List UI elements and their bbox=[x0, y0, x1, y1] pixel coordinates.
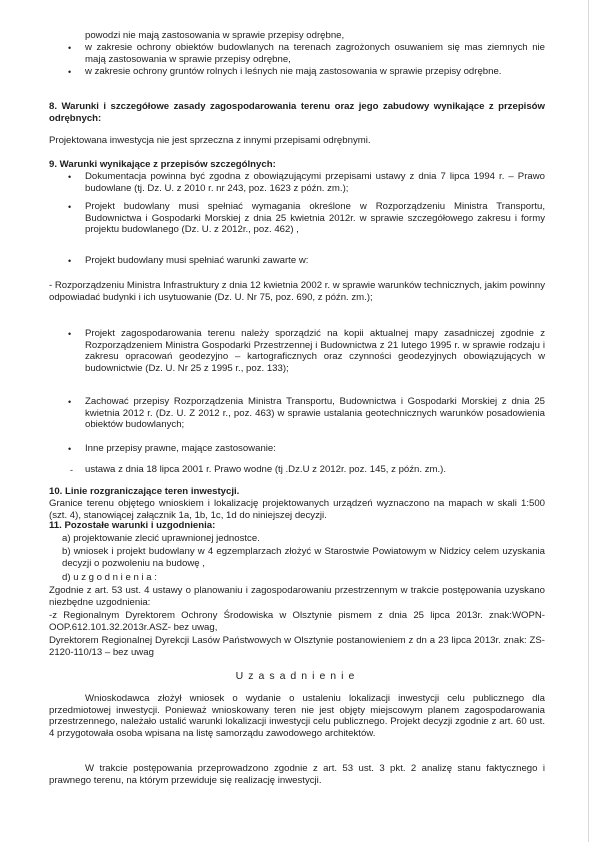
section-9-dash-item: - Rozporządzeniu Ministra Infrastruktury z dnia 12 kwietnia 2002 r. w sprawie warunków technicznych, jakim powinny odpowiadać budynki i ich usytuowanie (Dz. U. Nr 75, poz. 690, z późn. zm.); bbox=[49, 280, 545, 303]
bullet-dot-icon: • bbox=[68, 256, 72, 266]
justification-paragraph-2: W trakcie postępowania przeprowadzono zgodnie z art. 53 ust. 3 pkt. 2 analizę stanu faktycznego i prawnego terenu, na którym przewiduje się realizację inwestycji. bbox=[49, 763, 545, 786]
section-11-rdos: -z Regionalnym Dyrektorem Ochrony Środowiska w Olsztynie pismem z dnia 25 lipca 2013r. znak:WOPN-OOP.612.101.32.2013r.ASZ- bez uwag, bbox=[49, 610, 545, 633]
section-8-heading: 8. Warunki i szczegółowe zasady zagospodarowania terenu oraz jego zabudowy wynikające z przepisów odrębnych: bbox=[49, 101, 545, 124]
dash-icon: - bbox=[70, 465, 73, 475]
bullet-dot-icon: • bbox=[68, 329, 72, 339]
section-11-item-a: a) projektowanie zlecić uprawnionej jednostce. bbox=[62, 533, 260, 544]
scan-edge-line bbox=[588, 0, 589, 842]
bullet-agricultural-land: w zakresie ochrony gruntów rolnych i leśnych nie mają zastosowania w sprawie przepisy odrębne. bbox=[85, 66, 502, 77]
section-10-text: Granice terenu objętego wnioskiem i lokalizację projektowanych urządzeń wyznaczono na mapach w skali 1:500 (szt. 4), stanowiącej załącznik 1a, 1b, 1c, 1d do niniejszej decyzji. bbox=[49, 498, 545, 521]
bullet-dot-icon: • bbox=[68, 67, 72, 77]
section-11-text: Zgodnie z art. 53 ust. 4 ustawy o planowaniu i zagospodarowaniu przestrzennym w trakcie postępowania uzyskano niezbędne uzgodnienia: bbox=[49, 585, 545, 608]
bullet-dot-icon: • bbox=[68, 444, 72, 454]
section-9-item-2: Projekt budowlany musi spełniać wymagania określone w Rozporządzeniu Ministra Transportu, Budownictwa i Gospodarki Morskiej z dnia 25 kwietnia 2012r. w sprawie szczegółowego zakresu i formy projektu budowlanego (Dz. U. z 2012r., poz. 462) , bbox=[85, 201, 545, 236]
continuation-line: powodzi nie mają zastosowania w sprawie przepisy odrębne, bbox=[85, 30, 345, 41]
bullet-dot-icon: • bbox=[68, 172, 72, 182]
section-9-heading: 9. Warunki wynikające z przepisów szczególnych: bbox=[49, 159, 276, 170]
section-11-item-b: b) wniosek i projekt budowlany w 4 egzemplarzach złożyć w Starostwie Powiatowym w Nidzicy celem uzyskania decyzji o pozwoleniu na budowę , bbox=[62, 546, 545, 569]
justification-title: Uzasadnienie bbox=[235, 670, 360, 682]
section-9-item-5: Zachować przepisy Rozporządzenia Ministra Transportu, Budownictwa i Gospodarki Morskiej z dnia 25 kwietnia 2012 r. (Dz. U. Z 2012 r., poz. 463) w sprawie ustalania geotechnicznych warunków posadowienia obiektów budowlanych; bbox=[85, 396, 545, 431]
section-11-rdlp: Dyrektorem Regionalnej Dyrekcji Lasów Państwowych w Olsztynie postanowieniem z dn a 23 lipca 2013r. znak: ZS-2120-110/13 – bez uwag bbox=[49, 635, 545, 658]
section-8-text: Projektowana inwestycja nie jest sprzeczna z innymi przepisami odrębnymi. bbox=[49, 135, 371, 146]
section-9-item-4: Projekt zagospodarowania terenu należy sporządzić na kopii aktualnej mapy zasadniczej zgodnie z Rozporządzeniem Ministra Gospodarki Przestrzennej i Budownictwa z 21 lutego 1995 r. w sprawie rodzaju i zakresu opracowań geodezyjno – kartograficznych oraz czynności geodezyjnych obowiązujących w budownictwie (Dz. U. Nr 25 z 1995 r., poz. 133); bbox=[85, 328, 545, 374]
section-11-item-d: d) u z g o d n i e n i a : bbox=[62, 572, 157, 583]
bullet-dot-icon: • bbox=[68, 43, 72, 53]
bullet-landslide: w zakresie ochrony obiektów budowlanych na terenach zagrożonych osuwaniem się mas ziemnych nie mają zastosowania w sprawie przepisy odrębne, bbox=[85, 42, 545, 65]
section-11-heading: 11. Pozostałe warunki i uzgodnienia: bbox=[49, 520, 216, 531]
section-9-item-3: Projekt budowlany musi spełniać warunki zawarte w: bbox=[85, 255, 309, 266]
bullet-dot-icon: • bbox=[68, 202, 72, 212]
bullet-dot-icon: • bbox=[68, 397, 72, 407]
section-9-item-6a: ustawa z dnia 18 lipca 2001 r. Prawo wodne (tj .Dz.U z 2012r. poz. 145, z późn. zm.). bbox=[85, 464, 447, 475]
section-10-heading: 10. Linie rozgraniczające teren inwestycji. bbox=[49, 486, 240, 497]
section-9-item-1: Dokumentacja powinna być zgodna z obowiązującymi przepisami ustawy z dnia 7 lipca 1994 r. – Prawo budowlane (tj. Dz. U. z 2010 r. nr 243, poz. 1623 z późn. zm.); bbox=[85, 171, 545, 194]
section-9-item-6: Inne przepisy prawne, mające zastosowanie: bbox=[85, 443, 276, 454]
justification-paragraph-1: Wnioskodawca złożył wniosek o wydanie o ustaleniu lokalizacji inwestycji celu publicznego dla przedmiotowej inwestycji. Ponieważ wnioskowany teren nie jest objęty miejscowym planem zagospodarowania przestrzennego, należało ustalić warunki lokalizacji inwestycji celu publicznego. Projekt decyzji zgodnie z art. 60 ust. 4 przygotowała osoba wpisana na listę samorządu zawodowego architektów. bbox=[49, 693, 545, 739]
